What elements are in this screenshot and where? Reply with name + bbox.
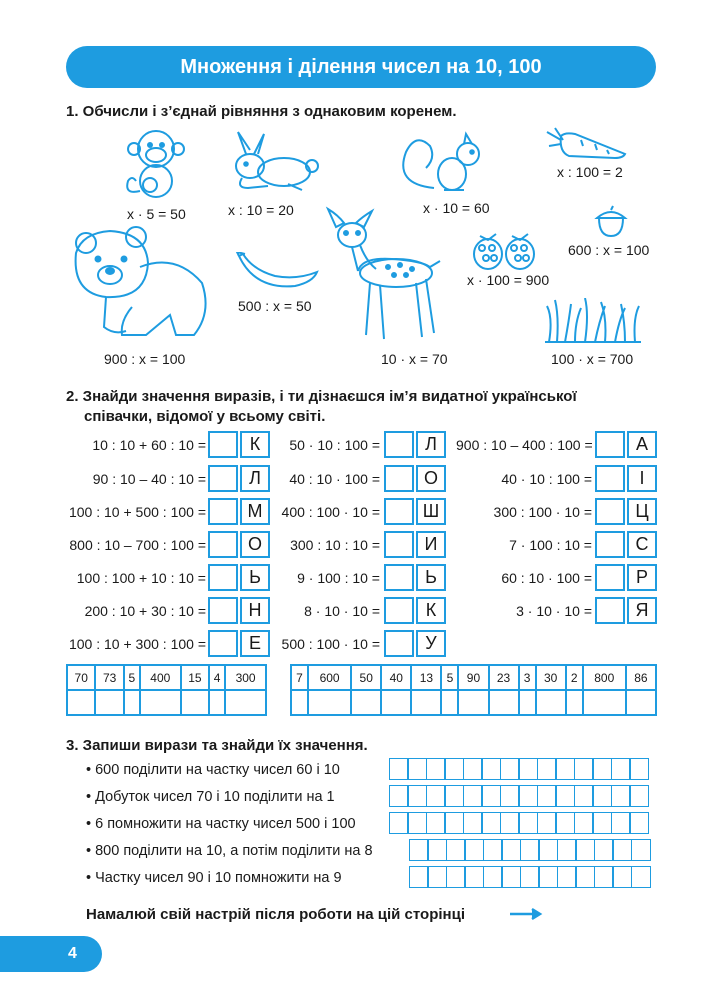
code-number: 90 (458, 665, 488, 690)
expression: 200 : 10 + 30 : 10 = (84, 603, 206, 619)
letter-box: Р (627, 564, 657, 591)
grid-cell[interactable] (555, 758, 575, 780)
expression: 40 · 10 : 100 = (501, 471, 592, 487)
grid-cell[interactable] (409, 839, 429, 861)
carrot-illustration (545, 126, 629, 164)
code-number: 5 (441, 665, 458, 690)
page-number-tab (0, 936, 102, 972)
answer-box[interactable] (595, 431, 625, 458)
grid-cell[interactable] (481, 785, 501, 807)
expression: 10 : 10 + 60 : 10 = (92, 437, 206, 453)
grid-cell[interactable] (427, 866, 447, 888)
answer-box[interactable] (384, 431, 414, 458)
arrow-right-icon (508, 906, 544, 927)
grid-cell[interactable] (426, 785, 446, 807)
equation-label: x : 100 = 2 (557, 164, 623, 180)
code-letter-cell[interactable] (95, 690, 123, 715)
grid-cell[interactable] (463, 785, 483, 807)
code-number: 7 (291, 665, 308, 690)
answer-box[interactable] (208, 531, 238, 558)
grid-cell[interactable] (520, 866, 540, 888)
answer-box[interactable] (384, 498, 414, 525)
answer-grid[interactable] (390, 785, 649, 807)
grid-cell[interactable] (629, 758, 649, 780)
code-letter-cell[interactable] (67, 690, 95, 715)
grid-cell[interactable] (444, 812, 464, 834)
expression: 7 · 100 : 10 = (509, 537, 592, 553)
expression: 100 : 10 + 500 : 100 = (68, 504, 206, 520)
answer-box[interactable] (208, 465, 238, 492)
page-title: Множення і ділення чисел на 10, 100 (180, 55, 542, 78)
code-letter-cell[interactable] (209, 690, 225, 715)
letter-box: Е (240, 630, 270, 657)
answer-box[interactable] (595, 498, 625, 525)
grid-cell[interactable] (446, 839, 466, 861)
task3-item: • Добуток чисел 70 і 10 поділити на 1 (86, 789, 335, 805)
grid-cell[interactable] (463, 812, 483, 834)
grid-cell[interactable] (574, 758, 594, 780)
task3-item: • 600 поділити на частку чисел 60 і 10 (86, 762, 340, 778)
answer-box[interactable] (208, 564, 238, 591)
code-table-2-letters (291, 690, 656, 715)
letter-box: К (240, 431, 270, 458)
grid-cell[interactable] (557, 866, 577, 888)
answer-box[interactable] (208, 498, 238, 525)
grid-cell[interactable] (518, 812, 538, 834)
equation-label: 10 · x = 70 (381, 351, 448, 367)
grid-cell[interactable] (555, 785, 575, 807)
code-number: 15 (181, 665, 209, 690)
expression: 100 : 10 + 300 : 100 = (68, 636, 206, 652)
answer-box[interactable] (384, 465, 414, 492)
letter-box: Н (240, 597, 270, 624)
code-letter-cell[interactable] (626, 690, 656, 715)
code-number: 800 (583, 665, 626, 690)
answer-grid[interactable] (410, 866, 651, 888)
grid-cell[interactable] (518, 785, 538, 807)
grid-cell[interactable] (483, 839, 503, 861)
letter-box: Ь (416, 564, 446, 591)
expression: 40 : 10 · 100 = (289, 471, 380, 487)
task2-title-line2: співачки, відомої у всьому світі. (84, 408, 326, 425)
equation-label: x : 10 = 20 (228, 202, 294, 218)
code-letter-cell[interactable] (566, 690, 583, 715)
grid-cell[interactable] (464, 839, 484, 861)
acorn-illustration (593, 204, 629, 238)
grid-cell[interactable] (463, 758, 483, 780)
letter-box: М (240, 498, 270, 525)
code-table-2 (290, 664, 657, 716)
bear-illustration (66, 223, 216, 345)
answer-grid[interactable] (390, 758, 649, 780)
monkey-illustration (120, 125, 192, 203)
task3-item: • 6 помножити на частку чисел 500 і 100 (86, 816, 356, 832)
code-number: 50 (351, 665, 381, 690)
letter-box: Л (240, 465, 270, 492)
letter-box: И (416, 531, 446, 558)
equation-label: x · 10 = 60 (423, 200, 490, 216)
code-letter-cell[interactable] (441, 690, 458, 715)
grid-cell[interactable] (611, 812, 631, 834)
code-table-2-numbers (291, 665, 656, 690)
grid-cell[interactable] (629, 812, 649, 834)
page-title-banner (66, 46, 656, 88)
task3-item: • 800 поділити на 10, а потім поділити на 8 (86, 843, 373, 859)
code-letter-cell[interactable] (225, 690, 266, 715)
equation-label: 100 · x = 700 (551, 351, 634, 367)
squirrel-illustration (400, 128, 492, 198)
equation-label: 500 : x = 50 (238, 298, 312, 314)
grid-cell[interactable] (409, 866, 429, 888)
code-letter-cell[interactable] (489, 690, 519, 715)
expression: 300 : 100 · 10 = (493, 504, 592, 520)
code-number: 5 (124, 665, 140, 690)
code-number: 300 (225, 665, 266, 690)
code-number: 4 (209, 665, 225, 690)
code-number: 73 (95, 665, 123, 690)
grid-cell[interactable] (427, 839, 447, 861)
grid-cell[interactable] (555, 812, 575, 834)
letter-box: Л (416, 431, 446, 458)
code-letter-cell[interactable] (308, 690, 351, 715)
code-letter-cell[interactable] (291, 690, 308, 715)
answer-box[interactable] (208, 597, 238, 624)
grid-cell[interactable] (537, 758, 557, 780)
expression: 800 : 10 – 700 : 100 = (69, 537, 206, 553)
code-table-1 (66, 664, 267, 716)
answer-grid[interactable] (410, 839, 651, 861)
expression: 100 : 100 + 10 : 10 = (76, 570, 206, 586)
grid-cell[interactable] (592, 785, 612, 807)
grid-cell[interactable] (483, 866, 503, 888)
letter-box: Ц (627, 498, 657, 525)
code-number: 400 (140, 665, 181, 690)
letter-box: Ь (240, 564, 270, 591)
letter-box: К (416, 597, 446, 624)
grid-cell[interactable] (426, 758, 446, 780)
grid-cell[interactable] (611, 758, 631, 780)
letter-box: У (416, 630, 446, 657)
grid-cell[interactable] (557, 839, 577, 861)
grid-cell[interactable] (574, 785, 594, 807)
code-letter-cell[interactable] (583, 690, 626, 715)
grid-cell[interactable] (407, 785, 427, 807)
expression: 9 · 100 : 10 = (297, 570, 380, 586)
grid-cell[interactable] (537, 785, 557, 807)
code-letter-cell[interactable] (381, 690, 411, 715)
answer-box[interactable] (208, 431, 238, 458)
grass-illustration (545, 298, 641, 344)
expression: 90 : 10 – 40 : 10 = (92, 471, 206, 487)
code-letter-cell[interactable] (519, 690, 536, 715)
code-number: 3 (519, 665, 536, 690)
answer-box[interactable] (384, 531, 414, 558)
grid-cell[interactable] (594, 839, 614, 861)
code-table-1-numbers (67, 665, 266, 690)
grid-cell[interactable] (612, 839, 632, 861)
grid-cell[interactable] (446, 866, 466, 888)
code-letter-cell[interactable] (536, 690, 566, 715)
grid-cell[interactable] (501, 866, 521, 888)
grid-cell[interactable] (407, 758, 427, 780)
expression: 8 · 10 · 10 = (304, 603, 380, 619)
letter-box: Ш (416, 498, 446, 525)
grid-cell[interactable] (611, 785, 631, 807)
grid-cell[interactable] (538, 866, 558, 888)
code-number: 30 (536, 665, 566, 690)
letter-box: Я (627, 597, 657, 624)
grid-cell[interactable] (481, 758, 501, 780)
grid-cell[interactable] (500, 812, 520, 834)
grid-cell[interactable] (389, 785, 409, 807)
deer-illustration (322, 205, 450, 353)
grid-cell[interactable] (631, 866, 651, 888)
expression: 60 : 10 · 100 = (501, 570, 592, 586)
answer-box[interactable] (384, 564, 414, 591)
task1-title: 1. Обчисли і з’єднай рівняння з однаковим коренем. (66, 103, 457, 120)
expression: 900 : 10 – 400 : 100 = (456, 437, 593, 453)
grid-cell[interactable] (389, 758, 409, 780)
grid-cell[interactable] (594, 866, 614, 888)
equation-label: 900 : x = 100 (104, 351, 186, 367)
answer-box[interactable] (595, 465, 625, 492)
code-letter-cell[interactable] (351, 690, 381, 715)
grid-cell[interactable] (592, 812, 612, 834)
answer-box[interactable] (595, 564, 625, 591)
code-number: 23 (489, 665, 519, 690)
raspberries-illustration (470, 230, 540, 272)
code-letter-cell[interactable] (124, 690, 140, 715)
answer-box[interactable] (595, 597, 625, 624)
expression: 300 : 10 : 10 = (290, 537, 380, 553)
answer-grid[interactable] (390, 812, 649, 834)
grid-cell[interactable] (538, 839, 558, 861)
task2-title-line1: 2. Знайди значення виразів, і ти дізнаєшся ім’я видатної української (66, 388, 577, 405)
code-table-1-letters (67, 690, 266, 715)
code-letter-cell[interactable] (140, 690, 181, 715)
expression: 400 : 100 · 10 = (281, 504, 380, 520)
grid-cell[interactable] (407, 812, 427, 834)
mood-prompt: Намалюй свій настрій після роботи на цій сторінці (86, 906, 465, 923)
banana-illustration (235, 252, 321, 292)
grid-cell[interactable] (444, 758, 464, 780)
grid-cell[interactable] (500, 758, 520, 780)
answer-box[interactable] (384, 630, 414, 657)
code-number: 70 (67, 665, 95, 690)
grid-cell[interactable] (537, 812, 557, 834)
page-number: 4 (68, 945, 77, 962)
letter-box: А (627, 431, 657, 458)
grid-cell[interactable] (426, 812, 446, 834)
grid-cell[interactable] (520, 839, 540, 861)
code-number: 86 (626, 665, 656, 690)
expression: 50 · 10 : 100 = (289, 437, 380, 453)
expression: 500 : 100 · 10 = (281, 636, 380, 652)
rabbit-illustration (228, 128, 320, 194)
equation-label: 600 : x = 100 (568, 242, 650, 258)
expression: 3 · 10 · 10 = (516, 603, 592, 619)
grid-cell[interactable] (444, 785, 464, 807)
letter-box: С (627, 531, 657, 558)
grid-cell[interactable] (574, 812, 594, 834)
grid-cell[interactable] (501, 839, 521, 861)
grid-cell[interactable] (464, 866, 484, 888)
equation-label: x · 5 = 50 (127, 206, 186, 222)
code-letter-cell[interactable] (181, 690, 209, 715)
grid-cell[interactable] (500, 785, 520, 807)
grid-cell[interactable] (592, 758, 612, 780)
grid-cell[interactable] (575, 866, 595, 888)
answer-box[interactable] (384, 597, 414, 624)
answer-box[interactable] (208, 630, 238, 657)
grid-cell[interactable] (629, 785, 649, 807)
code-number: 600 (308, 665, 351, 690)
code-number: 40 (381, 665, 411, 690)
grid-cell[interactable] (575, 839, 595, 861)
task3-item: • Частку чисел 90 і 10 помножити на 9 (86, 870, 342, 886)
code-number: 2 (566, 665, 583, 690)
letter-box: О (240, 531, 270, 558)
task3-title: 3. Запиши вирази та знайди їх значення. (66, 737, 368, 754)
grid-cell[interactable] (631, 839, 651, 861)
letter-box: І (627, 465, 657, 492)
code-letter-cell[interactable] (458, 690, 488, 715)
code-number: 13 (411, 665, 441, 690)
answer-box[interactable] (595, 531, 625, 558)
letter-box: О (416, 465, 446, 492)
grid-cell[interactable] (389, 812, 409, 834)
code-letter-cell[interactable] (411, 690, 441, 715)
grid-cell[interactable] (518, 758, 538, 780)
grid-cell[interactable] (612, 866, 632, 888)
grid-cell[interactable] (481, 812, 501, 834)
equation-label: x · 100 = 900 (467, 272, 550, 288)
